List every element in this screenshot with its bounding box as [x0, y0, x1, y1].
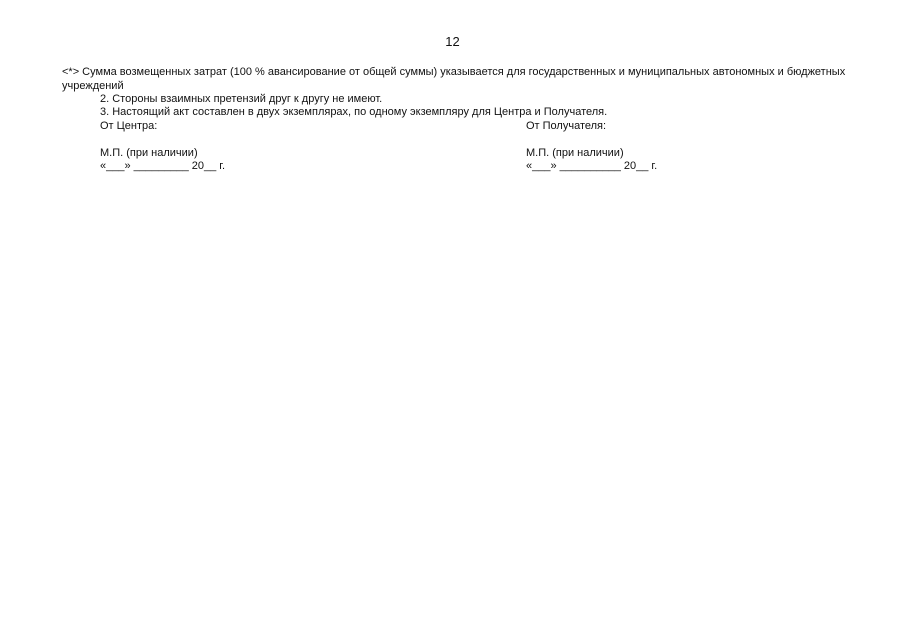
party-center-label: От Центра: — [100, 120, 158, 132]
date-center-field: «___» _________ 20__ г. — [100, 160, 226, 172]
page-number: 12 — [445, 34, 460, 49]
seal-center-label: М.П. (при наличии) — [100, 147, 198, 159]
seal-recipient-label: М.П. (при наличии) — [526, 147, 624, 159]
clause-2-text: 2. Стороны взаимных претензий друг к другу не имеют. — [100, 93, 383, 105]
clause-3-text: 3. Настоящий акт составлен в двух экземплярах, по одному экземпляру для Центра и Получателя. — [100, 106, 608, 118]
date-recipient-field: «___» __________ 20__ г. — [526, 160, 658, 172]
footnote-text: <*> Сумма возмещенных затрат (100 % авансирование от общей суммы) указывается для государственных и муниципальных автономных и бюджетных учреждений — [62, 66, 846, 92]
party-recipient-label: От Получателя: — [526, 120, 607, 132]
